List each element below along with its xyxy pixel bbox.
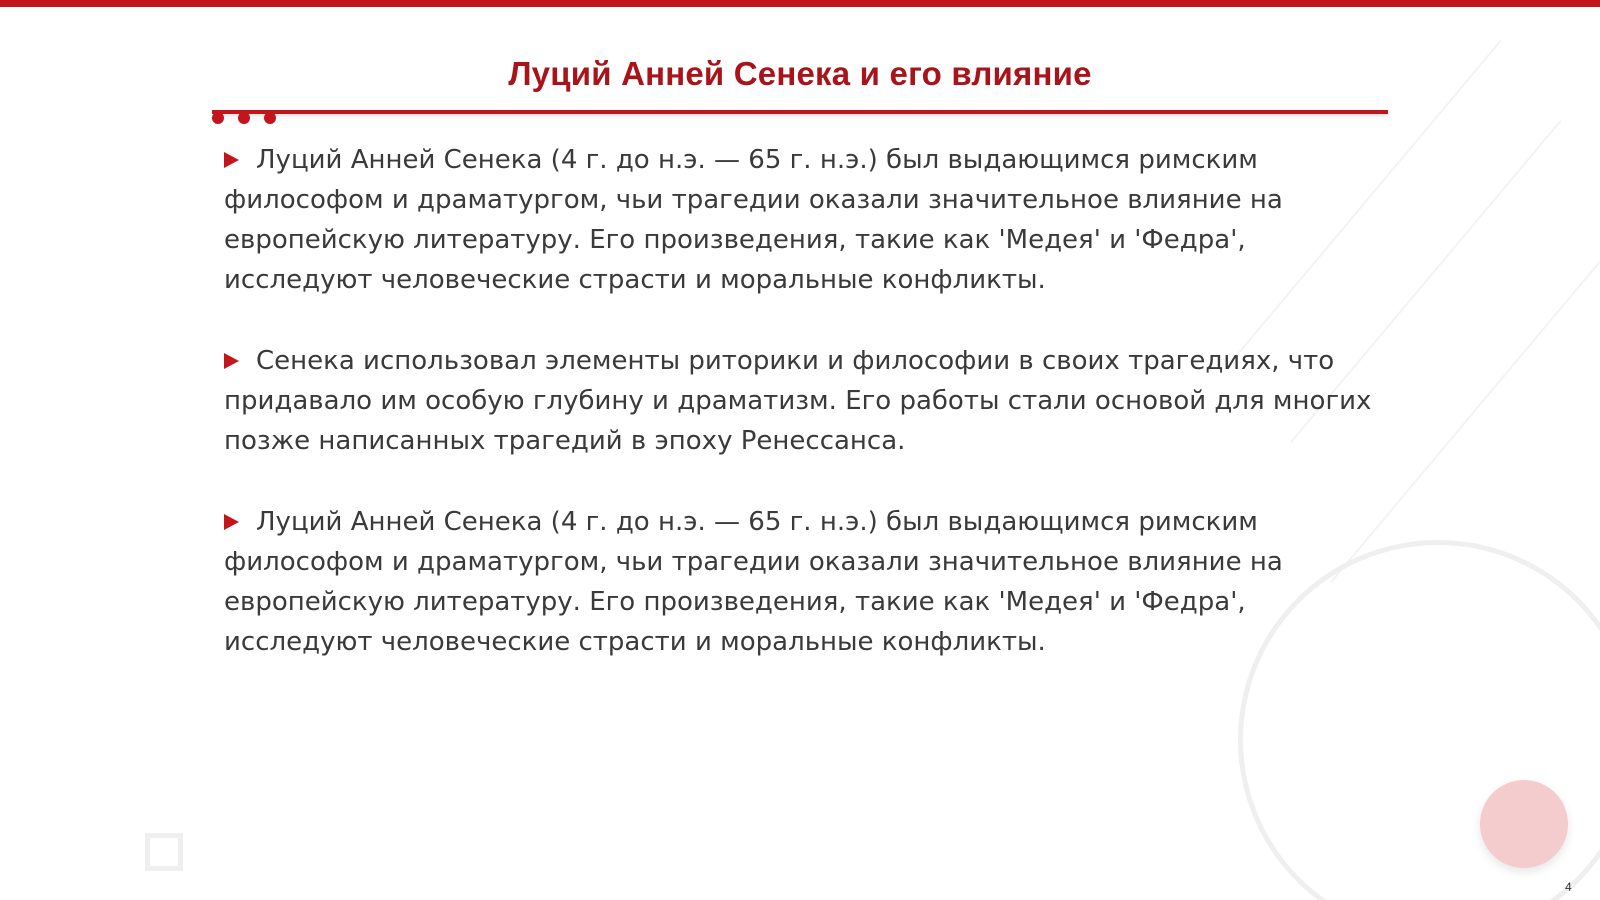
bullet-item <box>224 502 1374 662</box>
triangle-right-icon <box>224 152 239 168</box>
page-number: 4 <box>1565 880 1572 894</box>
triangle-right-icon <box>224 353 239 369</box>
bullet-text: Луций Анней Сенека (4 г. до н.э. — 65 г. н.э.) был выдающимся римским философом и драматургом, чьи трагедии оказали значительное влияние на европейскую литературу. Его произведения, такие как 'Медея' и 'Федра', исследуют человеческие страсти и моральные конфликты. <box>224 145 1283 295</box>
decorative-dot <box>212 112 224 124</box>
decorative-dot <box>238 112 250 124</box>
top-accent-bar <box>0 0 1600 7</box>
decorative-square <box>145 833 183 871</box>
decorative-circle <box>1480 780 1568 868</box>
bullet-text: Сенека использовал элементы риторики и философии в своих трагедиях, что придавало им особую глубину и драматизм. Его работы стали основой для многих позже написанных трагедий в эпоху Ренессанса. <box>224 346 1372 456</box>
bullet-item <box>224 140 1374 300</box>
triangle-right-icon <box>224 514 239 530</box>
decorative-dot <box>264 112 276 124</box>
slide-title: Луций Анней Сенека и его влияние <box>508 55 1092 92</box>
bullet-item <box>224 341 1374 461</box>
title-underline <box>212 110 1388 114</box>
bullet-list <box>224 140 1374 703</box>
bullet-text: Луций Анней Сенека (4 г. до н.э. — 65 г. н.э.) был выдающимся римским философом и драматургом, чьи трагедии оказали значительное влияние на европейскую литературу. Его произведения, такие как 'Медея' и 'Федра', исследуют человеческие страсти и моральные конфликты. <box>224 507 1283 657</box>
